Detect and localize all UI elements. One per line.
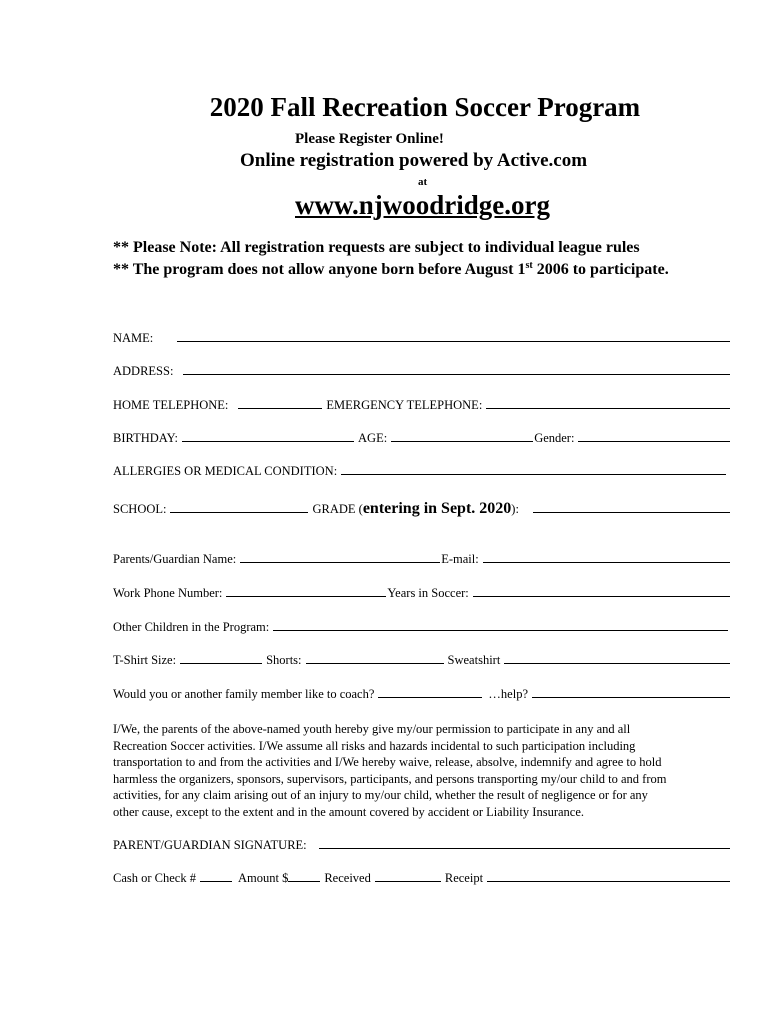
name-field[interactable] — [177, 330, 730, 342]
sweatshirt-field[interactable] — [504, 652, 730, 664]
signature-label: PARENT/GUARDIAN SIGNATURE: — [113, 838, 307, 852]
receipt-field[interactable] — [487, 870, 730, 882]
signature-row — [113, 837, 730, 857]
home-telephone-field[interactable] — [238, 397, 322, 409]
waiver-line: Recreation Soccer activities. I/We assume all risks and hazards incidental to such participation including — [113, 738, 636, 753]
allergies-field[interactable] — [341, 463, 726, 475]
received-field[interactable] — [375, 870, 441, 882]
shorts-label: Shorts: — [266, 653, 302, 667]
work-phone-label: Work Phone Number: — [113, 586, 223, 600]
other-children-label: Other Children in the Program: — [113, 620, 270, 634]
page-title: 2020 Fall Recreation Soccer Program — [209, 92, 641, 122]
waiver-paragraph — [113, 721, 738, 821]
parent-name-field[interactable] — [240, 551, 440, 563]
email-field[interactable] — [483, 551, 730, 563]
coach-row — [113, 686, 730, 706]
note2-suffix: 2006 to participate. — [532, 261, 669, 278]
at-text: at — [418, 176, 428, 188]
grade-field[interactable] — [533, 501, 730, 513]
coach-label: Would you or another family member like to coach? — [113, 687, 375, 701]
help-field[interactable] — [532, 686, 730, 698]
coach-field[interactable] — [378, 686, 482, 698]
sweatshirt-label: Sweatshirt — [447, 653, 501, 667]
parent-name-label: Parents/Guardian Name: — [113, 552, 237, 566]
cash-check-label: Cash or Check # — [113, 871, 196, 885]
note2-superscript: st — [525, 260, 533, 271]
note2-prefix: ** The program does not allow anyone born before August 1 — [113, 261, 526, 278]
allergies-row — [113, 463, 730, 483]
parent-row — [113, 551, 730, 571]
age-label: AGE: — [358, 431, 388, 445]
amount-field[interactable] — [288, 870, 320, 882]
emergency-telephone-field[interactable] — [486, 397, 730, 409]
signature-field[interactable] — [319, 837, 730, 849]
shorts-field[interactable] — [306, 652, 444, 664]
email-label: E-mail: — [441, 552, 479, 566]
help-label: …help? — [488, 687, 528, 701]
waiver-line: I/We, the parents of the above-named youth hereby give my/our permission to participate in any and all — [113, 722, 631, 736]
league-rules-note: ** Please Note: All registration requests are subject to individual league rules — [113, 239, 640, 256]
name-row — [113, 330, 730, 350]
birthday-field[interactable] — [182, 430, 354, 442]
grade-label-suffix: ): — [511, 502, 519, 516]
school-field[interactable] — [170, 501, 308, 513]
receipt-label: Receipt — [444, 871, 484, 885]
name-label: NAME: — [113, 331, 154, 345]
work-phone-row — [113, 585, 730, 605]
other-children-field[interactable] — [273, 619, 728, 631]
grade-label-emphasis: entering in Sept. 2020 — [362, 500, 512, 517]
cash-check-field[interactable] — [200, 870, 232, 882]
home-telephone-label: HOME TELEPHONE: — [113, 398, 229, 412]
grade-label-prefix: GRADE ( — [312, 502, 363, 516]
tshirt-size-label: T-Shirt Size: — [113, 653, 177, 667]
other-children-row — [113, 619, 730, 639]
powered-by-text: Online registration powered by Active.com — [240, 150, 588, 171]
emergency-telephone-label: EMERGENCY TELEPHONE: — [326, 398, 483, 412]
register-online-note: Please Register Online! — [295, 131, 444, 147]
amount-label: Amount $ — [237, 871, 289, 885]
birthday-label: BIRTHDAY: — [113, 431, 179, 445]
telephone-row — [113, 397, 730, 417]
waiver-line: transportation to and from the activities and I/We hereby waive, release, absolve, indemnify and agree to hold — [113, 755, 662, 770]
waiver-line: activities, for any claim arising out of an injury to my/our child, whether the result of negligence or for any — [113, 788, 648, 803]
birthday-row — [113, 430, 730, 450]
birthdate-restriction-note — [113, 261, 669, 279]
gender-label: Gender: — [534, 431, 575, 445]
apparel-row — [113, 652, 730, 672]
school-row — [113, 500, 730, 520]
allergies-label: ALLERGIES OR MEDICAL CONDITION: — [113, 464, 338, 478]
tshirt-size-field[interactable] — [180, 652, 262, 664]
years-in-soccer-field[interactable] — [473, 585, 730, 597]
received-label: Received — [324, 871, 371, 885]
gender-field[interactable] — [578, 430, 730, 442]
age-field[interactable] — [391, 430, 533, 442]
school-label: SCHOOL: — [113, 502, 167, 516]
address-field[interactable] — [183, 363, 730, 375]
address-row — [113, 363, 730, 383]
work-phone-field[interactable] — [226, 585, 386, 597]
payment-row — [113, 870, 730, 890]
address-label: ADDRESS: — [113, 364, 174, 378]
waiver-line: harmless the organizers, sponsors, supervisors, participants, and persons transporting my/our child to and from — [113, 771, 667, 786]
website-link[interactable]: www.njwoodridge.org — [295, 190, 550, 220]
waiver-line: other cause, except to the extent and in the amount covered by accident or Liability Insurance. — [113, 804, 584, 819]
years-in-soccer-label: Years in Soccer: — [387, 586, 469, 600]
